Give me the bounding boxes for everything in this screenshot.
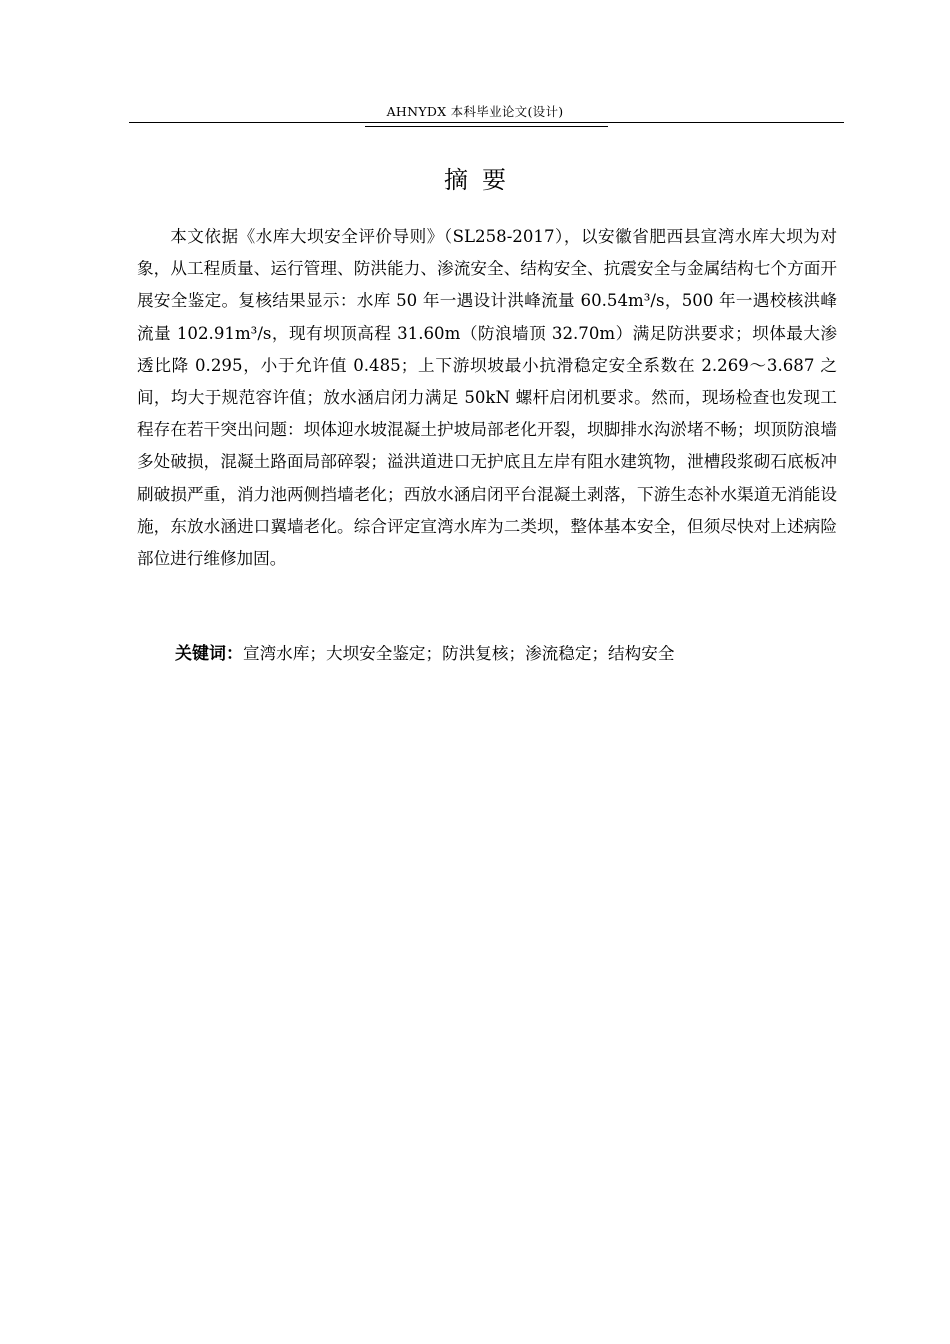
- page-header: AHNYDX 本科毕业论文(设计): [386, 104, 564, 119]
- keywords-values: 宣湾水库；大坝安全鉴定；防洪复核；渗流稳定；结构安全: [243, 644, 675, 663]
- header-underline: [365, 126, 608, 127]
- abstract-title: 摘要: [444, 166, 520, 194]
- keywords-line: [175, 638, 855, 670]
- abstract-body: 本文依据《水库大坝安全评价导则》（SL258-2017），以安徽省肥西县宣湾水库大坝为对象，从工程质量、运行管理、防洪能力、渗流安全、结构安全、抗震安全与金属结构七个方面开展安全鉴定。复核结果显示：水库 50 年一遇设计洪峰流量 60.54m³/s，500 年一遇校核洪峰流量 102.91m³/s，现有坝顶高程 31.60m（防浪墙顶 32.70m）满足防洪要求；坝体最大渗透比降 0.295，小于允许值 0.485；上下游坝坡最小抗滑稳定安全系数在 2.269～3.687 之间，均大于规范容许值；放水涵启闭力满足 50kN 螺杆启闭机要求。然而，现场检查也发现工程存在若干突出问题：坝体迎水坡混凝土护坡局部老化开裂，坝脚排水沟淤堵不畅；坝顶防浪墙多处破损，混凝土路面局部碎裂；溢洪道进口无护底且左岸有阻水建筑物，泄槽段浆砌石底板冲刷破损严重，消力池两侧挡墙老化；西放水涵启闭平台混凝土剥落，下游生态补水渠道无消能设施，东放水涵进口翼墙老化。综合评定宣湾水库为二类坝，整体基本安全，但须尽快对上述病险部位进行维修加固。: [137, 227, 837, 569]
- header-rule: [129, 122, 844, 123]
- keywords-label: 关键词：: [175, 644, 243, 664]
